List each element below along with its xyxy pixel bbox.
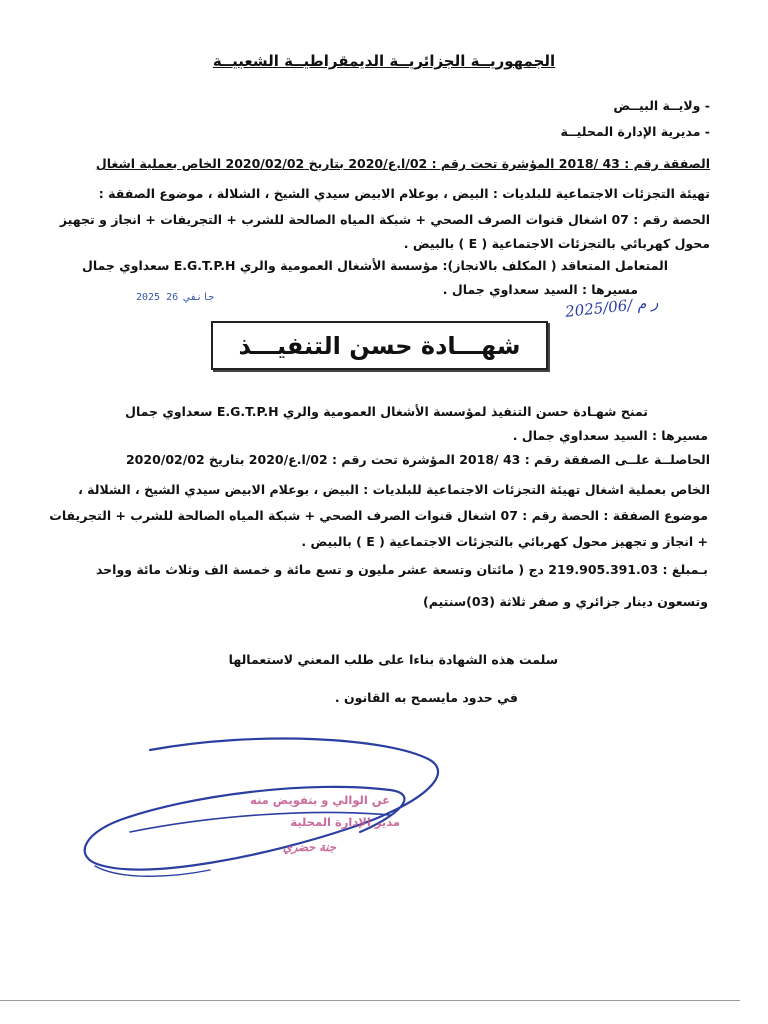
stamp-line-3: جنة حضري (282, 840, 336, 854)
deal-line-4: محول كهربائي بالتجزئات الاجتماعية ( E ) بالبيض . (403, 236, 710, 251)
manager-line: مسيرها : السيد سعداوي جمال . (442, 282, 638, 297)
directorate-line: - مديرية الإدارة المحليــة (560, 124, 710, 139)
handwritten-date: 2025/06/ ر م (564, 293, 660, 321)
closing-line-2: في حدود مايسمح به القانون . (334, 690, 518, 705)
contractor-line: المتعامل المتعاقد ( المكلف بالانجاز): مؤسسة الأشغال العمومية والري E.G.T.P.H سعداوي جمال (82, 258, 668, 273)
deal-line-1: الصفقة رقم : 43 /2018 المؤشرة تحت رقم : 02/ا.ع/2020 بتاريخ 2020/02/02 الخاص بعملية اشغال (95, 156, 710, 171)
scan-edge-line (0, 1000, 740, 1001)
certificate-line-4: الخاص بعملية اشغال تهيئة التجزئات الاجتماعية للبلديات : البيض ، بوعلام الابيض سيدي الشيخ ، الشلالة ، (78, 482, 710, 497)
deal-line-3: الحصة رقم : 07 اشغال قنوات الصرف الصحي + شبكة المياه الصالحة للشرب + التجريفات + انجاز و تجهيز (59, 212, 710, 227)
certificate-line-1: تمنح شهـادة حسن التنفيذ لمؤسسة الأشغال العمومية والري E.G.T.P.H سعداوي جمال (125, 404, 648, 419)
stamp-line-2: مدير الإدارة المحلية (290, 815, 400, 829)
certificate-title-box (211, 321, 548, 370)
amount-line-1: بـمبلغ : 219.905.391.03 دج ( مائتان وتسعة عشر مليون و تسع مائة و خمسة الف وثلاث مائة وواحد (95, 562, 708, 577)
certificate-line-2: مسيرها : السيد سعداوي جمال . (512, 428, 708, 443)
date-stamp: 2025 جانفي 26 (136, 292, 215, 303)
republic-header: الجمهوريــة الجزائريــة الديمقراطيــة الشعبيــة (212, 52, 556, 70)
certificate-line-6: + انجاز و تجهيز محول كهربائي بالتجزئات الاجتماعية ( E ) بالبيض . (301, 534, 708, 549)
wilaya-line: - ولايــة البيــض (613, 98, 710, 113)
certificate-line-3: الحاصلــة علــى الصفقة رقم : 43 /2018 المؤشرة تحت رقم : 02/ا.ع/2020 بتاريخ 2020/02/02 (125, 452, 710, 467)
certificate-line-5: موضوع الصفقة : الحصة رقم : 07 اشغال قنوات الصرف الصحي + شبكة المياه الصالحة للشرب + التجريفات (49, 508, 708, 523)
closing-line-1: سلمت هذه الشهادة بناءا على طلب المعني لاستعمالها (228, 652, 558, 667)
stamp-line-1: عن الوالي و بتفويض منه (249, 793, 390, 807)
deal-line-2: تهيئة التجزئات الاجتماعية للبلديات : البيض ، بوعلام الابيض سيدي الشيخ ، الشلالة ، موضوع الصفقة : (98, 186, 710, 201)
certificate-title: شهـــادة حسن التنفيـــذ (238, 331, 521, 360)
amount-line-2: وتسعون دينار جزائري و صفر ثلاثة (03)سنتيم) (423, 594, 708, 609)
signature-scribble (60, 720, 480, 920)
